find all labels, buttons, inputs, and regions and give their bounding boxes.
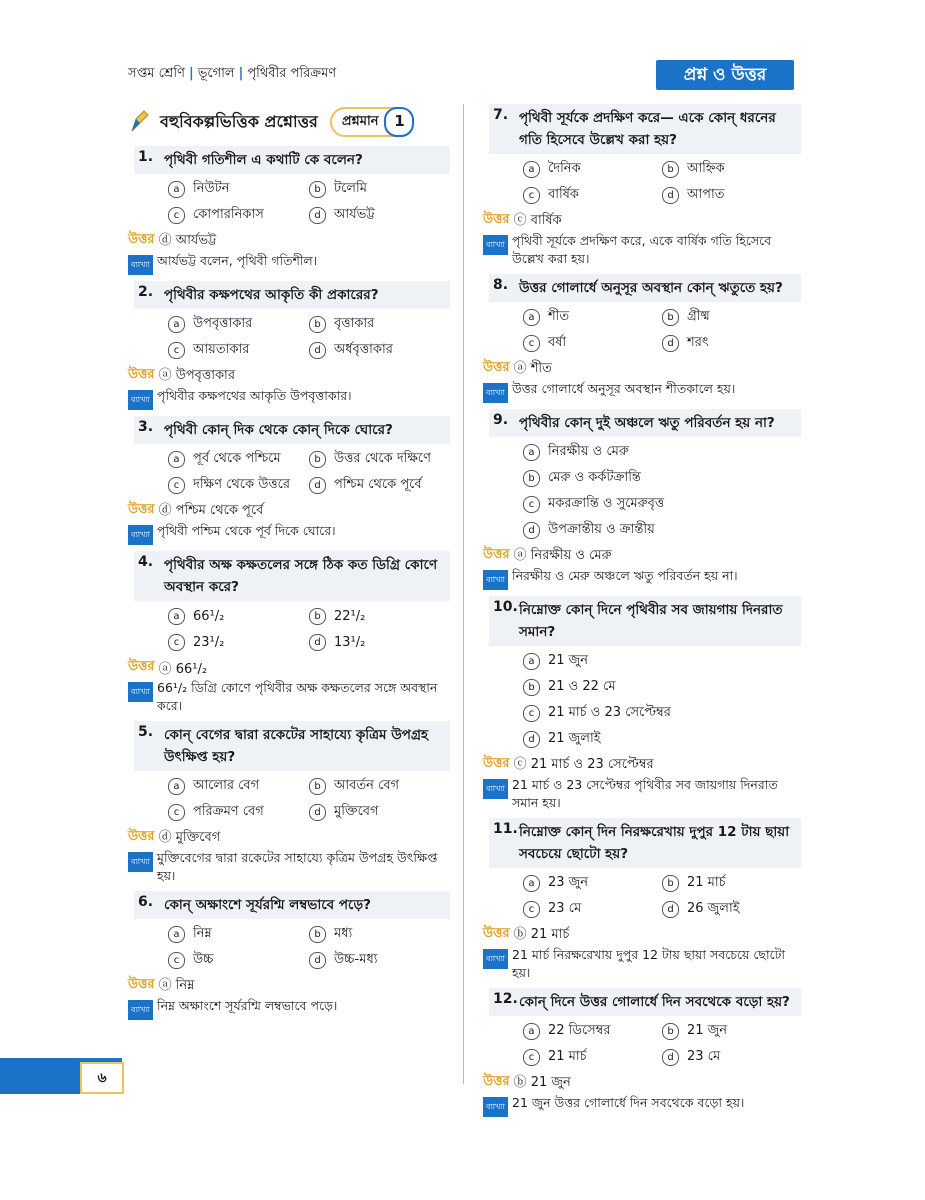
answer-tag: উত্তর: [128, 231, 155, 247]
section-badge: প্রশ্ন ও উত্তর: [656, 60, 794, 90]
option-text: আহ্নিক: [687, 160, 725, 176]
options-list: [168, 313, 450, 361]
question-text: পৃথিবী কোন্ দিক থেকে কোন্ দিকে ঘোরে?: [164, 422, 393, 438]
question-text: পৃথিবী সূর্যকে প্রদক্ষিণ করে— একে কোন্ ধরনের গতি হিসেবে উল্লেখ করা হয়?: [519, 110, 776, 148]
explanation-line: [128, 679, 450, 715]
options-list: [523, 1020, 801, 1068]
answer-text: ⓒ বার্ষিক: [513, 212, 562, 228]
option-item: [168, 178, 309, 200]
option-item: [168, 448, 309, 470]
option-text: আলোর বেগ: [193, 777, 260, 793]
question-row: [489, 596, 801, 646]
option-key: d: [309, 804, 326, 821]
question-item: [128, 721, 450, 885]
question-item: [483, 274, 801, 403]
option-key: b: [662, 309, 679, 326]
explanation-tag: ব্যাখ্যা: [483, 1097, 508, 1117]
question-list: [128, 146, 450, 1020]
option-text: 21 জুন: [548, 652, 589, 668]
question-row: [134, 721, 450, 771]
option-item: [523, 332, 662, 354]
option-key: d: [523, 731, 540, 748]
question-row: [134, 551, 450, 601]
answer-line: [483, 545, 801, 565]
answer-tag: উত্তর: [483, 1073, 510, 1089]
option-key: b: [309, 316, 326, 333]
option-key: c: [523, 705, 540, 722]
option-item: [309, 339, 450, 361]
option-text: বর্ষা: [548, 334, 567, 350]
answer-line: [128, 500, 450, 520]
left-column: [128, 104, 450, 1026]
option-key: d: [523, 522, 540, 539]
option-text: নিউটন: [193, 180, 230, 196]
question-list: [483, 104, 801, 1117]
option-item: [168, 631, 309, 653]
option-key: a: [168, 181, 185, 198]
option-text: উপবৃত্তাকার: [193, 315, 253, 331]
option-key: d: [309, 477, 326, 494]
option-key: a: [523, 875, 540, 892]
answer-text: ⓐ শীত: [513, 360, 552, 376]
answer-text: ⓓ পশ্চিম থেকে পূর্বে: [158, 502, 264, 518]
option-key: d: [309, 207, 326, 224]
explanation-line: [483, 776, 801, 812]
question-number: 2.: [138, 284, 154, 300]
option-text: 23 জুন: [548, 874, 589, 890]
option-text: পশ্চিম থেকে পূর্বে: [334, 476, 422, 492]
option-text: উপক্রান্তীয় ও ক্রান্তীয়: [548, 521, 655, 537]
option-item: [309, 448, 450, 470]
option-key: c: [168, 207, 185, 224]
question-number: 7.: [493, 107, 509, 123]
option-key: a: [523, 161, 540, 178]
explanation-text: পৃথিবী পশ্চিম থেকে পূর্ব দিকে ঘোরে।: [157, 523, 336, 538]
option-item: [523, 872, 662, 894]
question-number: 11.: [493, 821, 518, 837]
option-item: [662, 898, 801, 920]
option-item: [523, 158, 662, 180]
option-item: [168, 801, 309, 823]
answer-tag: উত্তর: [483, 755, 510, 771]
level-pill: [330, 107, 415, 137]
question-item: [128, 146, 450, 275]
option-text: টলেমি: [334, 180, 367, 196]
section-header: [128, 104, 450, 140]
question-item: [483, 596, 801, 812]
option-item: [309, 605, 450, 627]
question-item: [128, 281, 450, 410]
option-text: উত্তর থেকে দক্ষিণে: [334, 450, 432, 466]
explanation-tag: ব্যাখ্যা: [128, 852, 153, 872]
answer-text: ⓐ 66¹/₂: [158, 661, 208, 677]
option-text: মকরক্রান্তি ও সুমেরুবৃত্ত: [548, 495, 665, 511]
option-text: গ্রীষ্ম: [687, 308, 710, 324]
question-item: [128, 551, 450, 715]
explanation-line: [483, 1094, 801, 1117]
option-text: আপাত: [687, 186, 725, 202]
explanation-text: 66¹/₂ ডিগ্রি কোণে পৃথিবীর অক্ষ কক্ষতলের সঙ্গে অবস্থান করে।: [157, 680, 438, 713]
option-key: c: [523, 335, 540, 352]
explanation-text: পৃথিবী সূর্যকে প্রদক্ষিণ করে, একে বার্ষিক গতি হিসেবে উল্লেখ করা হয়।: [512, 233, 772, 266]
answer-line: [483, 924, 801, 944]
explanation-tag: ব্যাখ্যা: [128, 255, 153, 275]
answer-line: [483, 210, 801, 230]
question-text: কোন্ অক্ষাংশে সূর্যরশ্মি লম্বভাবে পড়ে?: [164, 897, 371, 913]
option-key: d: [309, 952, 326, 969]
option-key: d: [662, 187, 679, 204]
option-key: b: [309, 608, 326, 625]
option-key: d: [662, 335, 679, 352]
answer-tag: উত্তর: [128, 366, 155, 382]
question-number: 1.: [138, 149, 154, 165]
option-text: মেরু ও কর্কটক্রান্তি: [548, 469, 641, 485]
explanation-tag: ব্যাখ্যা: [128, 1000, 153, 1020]
option-item: [168, 605, 309, 627]
breadcrumb-class: সপ্তম শ্রেণি: [128, 66, 185, 81]
option-text: শরৎ: [687, 334, 709, 350]
explanation-line: [483, 567, 801, 590]
option-key: c: [523, 187, 540, 204]
right-column: [483, 104, 801, 1123]
explanation-text: আর্যভট্ট বলেন, পৃথিবী গতিশীল।: [157, 253, 318, 268]
answer-text: ⓐ নিরক্ষীয় ও মেরু: [513, 547, 612, 563]
option-key: c: [168, 804, 185, 821]
explanation-tag: ব্যাখ্যা: [483, 570, 508, 590]
explanation-line: [483, 232, 801, 268]
option-item: [662, 184, 801, 206]
option-item: [662, 158, 801, 180]
answer-text: ⓑ 21 জুন: [513, 1074, 571, 1090]
question-row: [489, 988, 801, 1016]
options-list: [168, 605, 450, 653]
breadcrumb-separator: |: [238, 66, 244, 81]
option-text: দৈনিক: [548, 160, 581, 176]
question-row: [134, 146, 450, 174]
option-key: b: [662, 161, 679, 178]
option-item: [662, 1020, 801, 1042]
answer-tag: উত্তর: [128, 976, 155, 992]
explanation-line: [483, 380, 801, 403]
question-number: 8.: [493, 277, 509, 293]
option-item: [523, 702, 801, 724]
options-list: [523, 158, 801, 206]
answer-text: ⓑ 21 মার্চ: [513, 926, 570, 942]
option-item: [168, 204, 309, 226]
answer-text: ⓓ আর্যভট্ট: [158, 232, 217, 248]
option-item: [309, 474, 450, 496]
option-item: [168, 923, 309, 945]
option-key: a: [168, 316, 185, 333]
question-number: 3.: [138, 419, 154, 435]
option-key: d: [662, 901, 679, 918]
question-text: পৃথিবীর অক্ষ কক্ষতলের সঙ্গে ঠিক কত ডিগ্রি কোণে অবস্থান করে?: [164, 557, 438, 595]
option-key: a: [168, 778, 185, 795]
question-item: [483, 818, 801, 982]
breadcrumb-separator: |: [188, 66, 194, 81]
option-text: উচ্চ: [193, 951, 214, 967]
option-item: [309, 631, 450, 653]
explanation-tag: ব্যাখ্যা: [128, 682, 153, 702]
option-text: কোপারনিকাস: [193, 206, 264, 222]
options-list: [168, 178, 450, 226]
options-list: [168, 923, 450, 971]
question-number: 5.: [138, 724, 154, 740]
option-item: [309, 801, 450, 823]
option-key: b: [309, 451, 326, 468]
option-text: 22 ডিসেম্বর: [548, 1022, 611, 1038]
option-item: [523, 1020, 662, 1042]
option-text: মুক্তিবেগ: [334, 803, 379, 819]
question-row: [489, 104, 801, 154]
explanation-line: [128, 387, 450, 410]
question-row: [489, 409, 801, 437]
question-item: [128, 416, 450, 545]
breadcrumb-chapter: পৃথিবীর পরিক্রমণ: [247, 66, 337, 81]
option-key: c: [168, 342, 185, 359]
options-list: [168, 448, 450, 496]
answer-tag: উত্তর: [483, 546, 510, 562]
question-text: পৃথিবীর কোন্ দুই অঞ্চলে ঋতু পরিবর্তন হয় না?: [519, 415, 775, 431]
option-item: [523, 467, 801, 489]
question-number: 6.: [138, 894, 154, 910]
option-text: পূর্ব থেকে পশ্চিমে: [193, 450, 281, 466]
option-item: [168, 949, 309, 971]
explanation-line: [128, 522, 450, 545]
option-text: 22¹/₂: [334, 608, 366, 624]
option-text: নিম্ন: [193, 925, 212, 941]
option-key: b: [309, 181, 326, 198]
question-item: [483, 104, 801, 268]
option-item: [523, 1046, 662, 1068]
options-list: [523, 441, 801, 541]
column-divider: [463, 104, 464, 1084]
option-item: [523, 306, 662, 328]
answer-tag: উত্তর: [483, 925, 510, 941]
answer-line: [128, 365, 450, 385]
answer-text: ⓓ মুক্তিবেগ: [158, 829, 221, 845]
explanation-line: [128, 849, 450, 885]
question-number: 4.: [138, 554, 154, 570]
option-item: [309, 204, 450, 226]
option-item: [523, 519, 801, 541]
option-item: [523, 676, 801, 698]
answer-line: [483, 754, 801, 774]
explanation-text: 21 জুন উত্তর গোলার্ধে দিন সবথেকে বড়ো হয়।: [512, 1095, 745, 1110]
option-item: [523, 728, 801, 750]
question-text: নিম্নোক্ত কোন্ দিনে পৃথিবীর সব জায়গায় দিনরাত সমান?: [519, 602, 783, 640]
explanation-text: নিরক্ষীয় ও মেরু অঞ্চলে ঋতু পরিবর্তন হয় না।: [512, 568, 738, 583]
option-item: [523, 650, 801, 672]
option-text: আবর্তন বেগ: [334, 777, 400, 793]
options-list: [168, 775, 450, 823]
option-text: উচ্চ-মধ্য: [334, 951, 378, 967]
option-key: b: [523, 470, 540, 487]
answer-text: ⓐ নিম্ন: [158, 977, 195, 993]
option-text: 21 মার্চ ও 23 সেপ্টেম্বর: [548, 704, 671, 720]
option-text: বৃত্তাকার: [334, 315, 375, 331]
answer-line: [483, 1072, 801, 1092]
option-text: 21 জুলাই: [548, 730, 601, 746]
option-text: 21 মার্চ: [548, 1048, 587, 1064]
option-text: 21 ও 22 মে: [548, 678, 616, 694]
explanation-text: উত্তর গোলার্ধে অনুসূর অবস্থান শীতকালে হয়।: [512, 381, 736, 396]
option-item: [168, 313, 309, 335]
option-text: শীত: [548, 308, 570, 324]
option-item: [309, 923, 450, 945]
option-item: [309, 949, 450, 971]
option-text: 23¹/₂: [193, 634, 225, 650]
option-key: a: [523, 1023, 540, 1040]
option-key: a: [168, 926, 185, 943]
option-item: [309, 775, 450, 797]
answer-line: [128, 975, 450, 995]
explanation-line: [483, 946, 801, 982]
section-title: বহুবিকল্পভিত্তিক প্রশ্নোত্তর: [160, 111, 318, 131]
option-text: আয়তাকার: [193, 341, 250, 357]
option-item: [662, 872, 801, 894]
option-text: আর্যভট্ট: [334, 206, 375, 222]
answer-line: [128, 827, 450, 847]
question-number: 10.: [493, 599, 518, 615]
explanation-tag: ব্যাখ্যা: [483, 235, 508, 255]
option-key: c: [523, 1049, 540, 1066]
answer-tag: উত্তর: [128, 501, 155, 517]
option-key: a: [168, 451, 185, 468]
option-item: [662, 332, 801, 354]
explanation-text: 21 মার্চ নিরক্ষরেখায় দুপুর 12 টায় ছায়া সবচেয়ে ছোটো হয়।: [512, 947, 786, 980]
option-item: [168, 339, 309, 361]
option-item: [168, 775, 309, 797]
answer-line: [128, 230, 450, 250]
option-key: d: [309, 342, 326, 359]
question-text: নিম্নোক্ত কোন্ দিন নিরক্ষরেখায় দুপুর 12 টায় ছায়া সবচেয়ে ছোটো হয়?: [519, 824, 790, 862]
question-number: 12.: [493, 991, 518, 1007]
option-key: c: [168, 952, 185, 969]
answer-line: [483, 358, 801, 378]
explanation-text: নিম্ন অক্ষাংশে সূর্যরশ্মি লম্বভাবে পড়ে।: [157, 998, 338, 1013]
answer-tag: উত্তর: [128, 658, 155, 674]
options-list: [523, 872, 801, 920]
option-key: a: [523, 653, 540, 670]
option-text: 21 জুন: [687, 1022, 728, 1038]
explanation-tag: ব্যাখ্যা: [128, 525, 153, 545]
explanation-text: পৃথিবীর কক্ষপথের আকৃতি উপবৃত্তাকার।: [157, 388, 352, 403]
explanation-tag: ব্যাখ্যা: [128, 390, 153, 410]
option-text: মধ্য: [334, 925, 353, 941]
question-row: [134, 891, 450, 919]
breadcrumb-subject: ভূগোল: [197, 66, 235, 81]
question-row: [134, 416, 450, 444]
option-text: 23 মে: [687, 1048, 721, 1064]
answer-line: [128, 657, 450, 677]
option-key: a: [168, 608, 185, 625]
option-key: a: [523, 309, 540, 326]
option-text: পরিক্রমণ বেগ: [193, 803, 264, 819]
pen-icon: [128, 109, 150, 135]
option-item: [523, 441, 801, 463]
option-key: c: [168, 477, 185, 494]
option-item: [523, 493, 801, 515]
option-text: দক্ষিণ থেকে উত্তরে: [193, 476, 291, 492]
explanation-text: মুক্তিবেগের দ্বারা রকেটের সাহায্যে কৃত্রিম উপগ্রহ উৎক্ষিপ্ত হয়।: [157, 850, 438, 883]
question-row: [489, 274, 801, 302]
option-key: c: [168, 634, 185, 651]
answer-tag: উত্তর: [483, 359, 510, 375]
page-number: ৬: [80, 1062, 124, 1094]
level-label: প্রশ্নমান: [341, 113, 379, 129]
option-key: b: [523, 679, 540, 696]
options-list: [523, 306, 801, 354]
option-key: d: [662, 1049, 679, 1066]
question-row: [134, 281, 450, 309]
option-key: c: [523, 901, 540, 918]
option-key: b: [309, 926, 326, 943]
question-text: পৃথিবী গতিশীল এ কথাটি কে বলেন?: [164, 152, 363, 168]
option-key: d: [309, 634, 326, 651]
option-key: b: [662, 1023, 679, 1040]
explanation-tag: ব্যাখ্যা: [483, 383, 508, 403]
question-row: [489, 818, 801, 868]
options-list: [523, 650, 801, 750]
option-text: নিরক্ষীয় ও মেরু: [548, 443, 629, 459]
option-text: 66¹/₂: [193, 608, 225, 624]
option-text: 26 জুলাই: [687, 900, 740, 916]
option-item: [309, 313, 450, 335]
question-item: [483, 409, 801, 590]
option-item: [662, 1046, 801, 1068]
option-item: [662, 306, 801, 328]
question-text: কোন্ বেগের দ্বারা রকেটের সাহায্যে কৃত্রিম উপগ্রহ উৎক্ষিপ্ত হয়?: [164, 727, 429, 765]
option-key: b: [662, 875, 679, 892]
option-item: [168, 474, 309, 496]
answer-text: ⓐ উপবৃত্তাকার: [158, 367, 235, 383]
explanation-tag: ব্যাখ্যা: [483, 779, 508, 799]
explanation-tag: ব্যাখ্যা: [483, 949, 508, 969]
question-number: 9.: [493, 412, 509, 428]
option-key: c: [523, 496, 540, 513]
answer-text: ⓒ 21 মার্চ ও 23 সেপ্টেম্বর: [513, 756, 654, 772]
question-item: [128, 891, 450, 1020]
question-text: উত্তর গোলার্ধে অনুসূর অবস্থান কোন্ ঋতুতে হয়?: [519, 280, 783, 296]
question-item: [483, 988, 801, 1117]
breadcrumb: [128, 64, 336, 85]
option-text: 23 মে: [548, 900, 582, 916]
option-text: অর্ধবৃত্তাকার: [334, 341, 393, 357]
answer-tag: উত্তর: [483, 211, 510, 227]
answer-tag: উত্তর: [128, 828, 155, 844]
option-item: [523, 898, 662, 920]
option-text: বার্ষিক: [548, 186, 579, 202]
explanation-text: 21 মার্চ ও 23 সেপ্টেম্বর পৃথিবীর সব জায়গায় দিনরাত সমান হয়।: [512, 777, 778, 810]
question-text: পৃথিবীর কক্ষপথের আকৃতি কী প্রকারের?: [164, 287, 379, 303]
option-text: 13¹/₂: [334, 634, 366, 650]
explanation-line: [128, 997, 450, 1020]
option-text: 21 মার্চ: [687, 874, 726, 890]
option-item: [523, 184, 662, 206]
option-key: a: [523, 444, 540, 461]
option-item: [309, 178, 450, 200]
level-number: 1: [384, 107, 414, 137]
explanation-line: [128, 252, 450, 275]
question-text: কোন্ দিনে উত্তর গোলার্ধে দিন সবথেকে বড়ো হয়?: [519, 994, 790, 1010]
option-key: b: [309, 778, 326, 795]
